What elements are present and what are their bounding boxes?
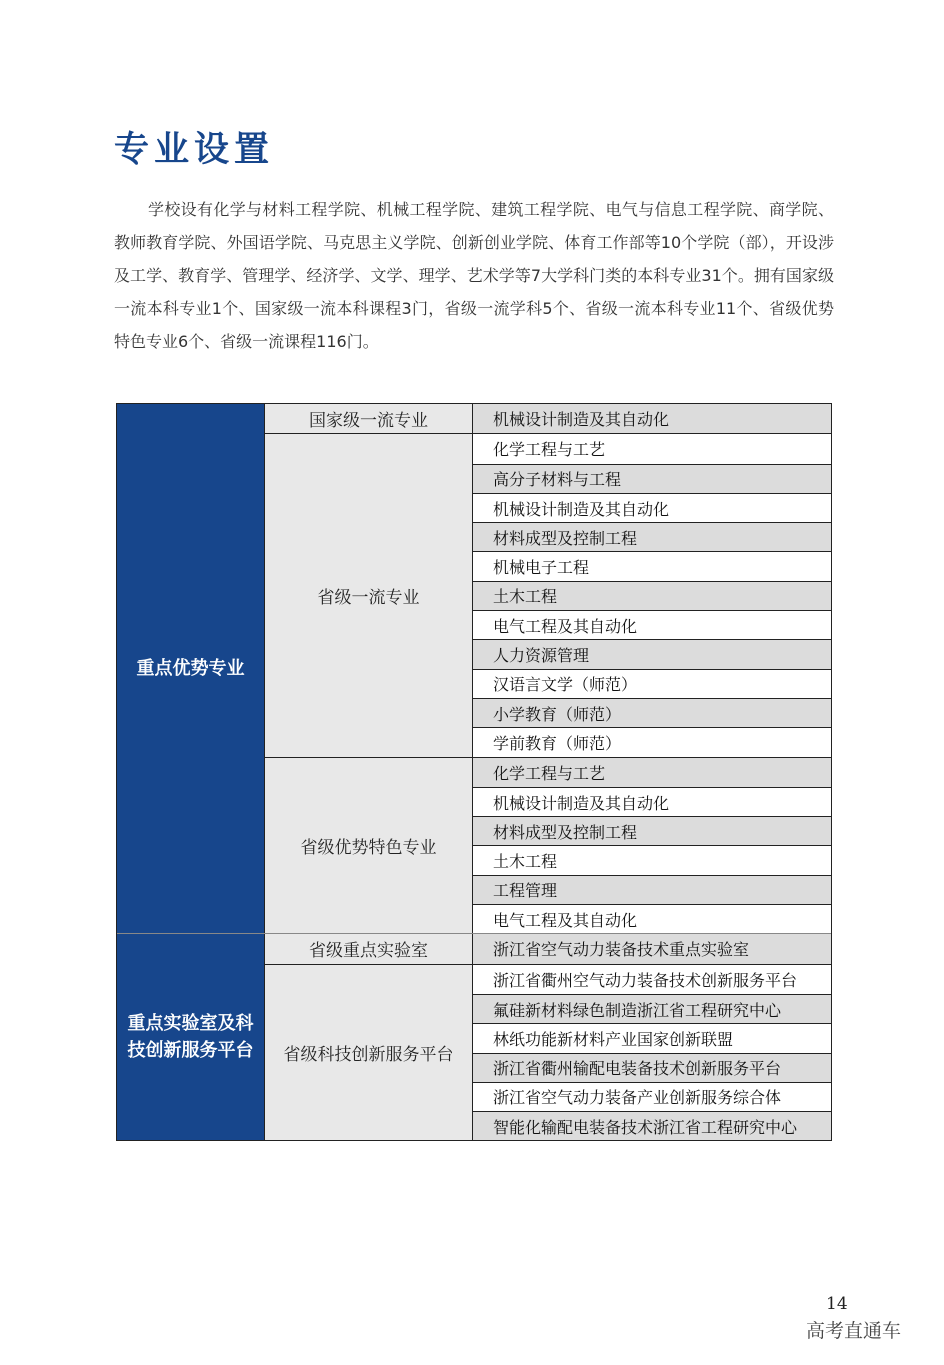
table-row: 工程管理 <box>473 875 831 904</box>
intro-paragraph: 学校设有化学与材料工程学院、机械工程学院、建筑工程学院、电气与信息工程学院、商学院、教师教育学院、外国语学院、马克思主义学院、创新创业学院、体育工作部等10个学院（部），开设涉及工学、教育学、管理学、经济学、文学、理学、艺术学等7大学科门类的本科专业31个。拥有国家级一流本科专业1个、国家级一流本科课程3门，省级一流学科5个、省级一流本科专业11个、省级优势特色专业6个、省级一流课程116门。 <box>114 200 834 351</box>
group-block <box>265 757 831 934</box>
page-number: 14 <box>826 1294 848 1314</box>
table-row: 材料成型及控制工程 <box>473 816 831 845</box>
table-row: 土木工程 <box>473 581 831 610</box>
table-row: 汉语言文学（师范） <box>473 669 831 698</box>
item-list <box>473 434 831 756</box>
table-row: 小学教育（师范） <box>473 698 831 727</box>
group-name-cell: 省级重点实验室 <box>265 934 473 963</box>
group-column <box>265 934 831 1140</box>
group-name-cell: 国家级一流专业 <box>265 404 473 433</box>
table-row: 浙江省衢州空气动力装备技术创新服务平台 <box>473 965 831 994</box>
table-row: 智能化输配电装备技术浙江省工程研究中心 <box>473 1111 831 1140</box>
table-row: 电气工程及其自动化 <box>473 904 831 933</box>
category-cell: 重点优势专业 <box>117 404 265 933</box>
table-row: 人力资源管理 <box>473 639 831 668</box>
page-title: 专业设置 <box>114 130 275 170</box>
table-row: 机械设计制造及其自动化 <box>473 493 831 522</box>
table-row: 氟硅新材料绿色制造浙江省工程研究中心 <box>473 994 831 1023</box>
table-row: 材料成型及控制工程 <box>473 522 831 551</box>
group-block <box>265 934 831 963</box>
table-row: 学前教育（师范） <box>473 727 831 756</box>
group-block <box>265 964 831 1141</box>
table-row: 林纸功能新材料产业国家创新联盟 <box>473 1023 831 1052</box>
table-row: 化学工程与工艺 <box>473 434 831 463</box>
table-row: 浙江省衢州输配电装备技术创新服务平台 <box>473 1053 831 1082</box>
group-block <box>265 404 831 433</box>
item-list <box>473 758 831 934</box>
group-name-cell: 省级一流专业 <box>265 434 473 756</box>
group-name-cell: 省级科技创新服务平台 <box>265 965 473 1141</box>
item-list <box>473 965 831 1141</box>
table-row: 电气工程及其自动化 <box>473 610 831 639</box>
watermark-text: 高考直通车 <box>806 1320 902 1342</box>
table-row: 浙江省空气动力装备产业创新服务综合体 <box>473 1082 831 1111</box>
table-section <box>117 933 831 1140</box>
group-block <box>265 433 831 756</box>
table-row: 机械电子工程 <box>473 551 831 580</box>
table-row: 浙江省空气动力装备技术重点实验室 <box>473 934 831 963</box>
group-column <box>265 404 831 933</box>
item-list <box>473 404 831 433</box>
table-section <box>117 404 831 933</box>
table-row: 机械设计制造及其自动化 <box>473 404 831 433</box>
group-name-cell: 省级优势特色专业 <box>265 758 473 934</box>
item-list <box>473 934 831 963</box>
table-row: 土木工程 <box>473 845 831 874</box>
majors-table <box>116 403 832 1141</box>
table-row: 高分子材料与工程 <box>473 464 831 493</box>
table-row: 化学工程与工艺 <box>473 758 831 787</box>
table-row: 机械设计制造及其自动化 <box>473 787 831 816</box>
category-cell: 重点实验室及科技创新服务平台 <box>117 934 265 1140</box>
